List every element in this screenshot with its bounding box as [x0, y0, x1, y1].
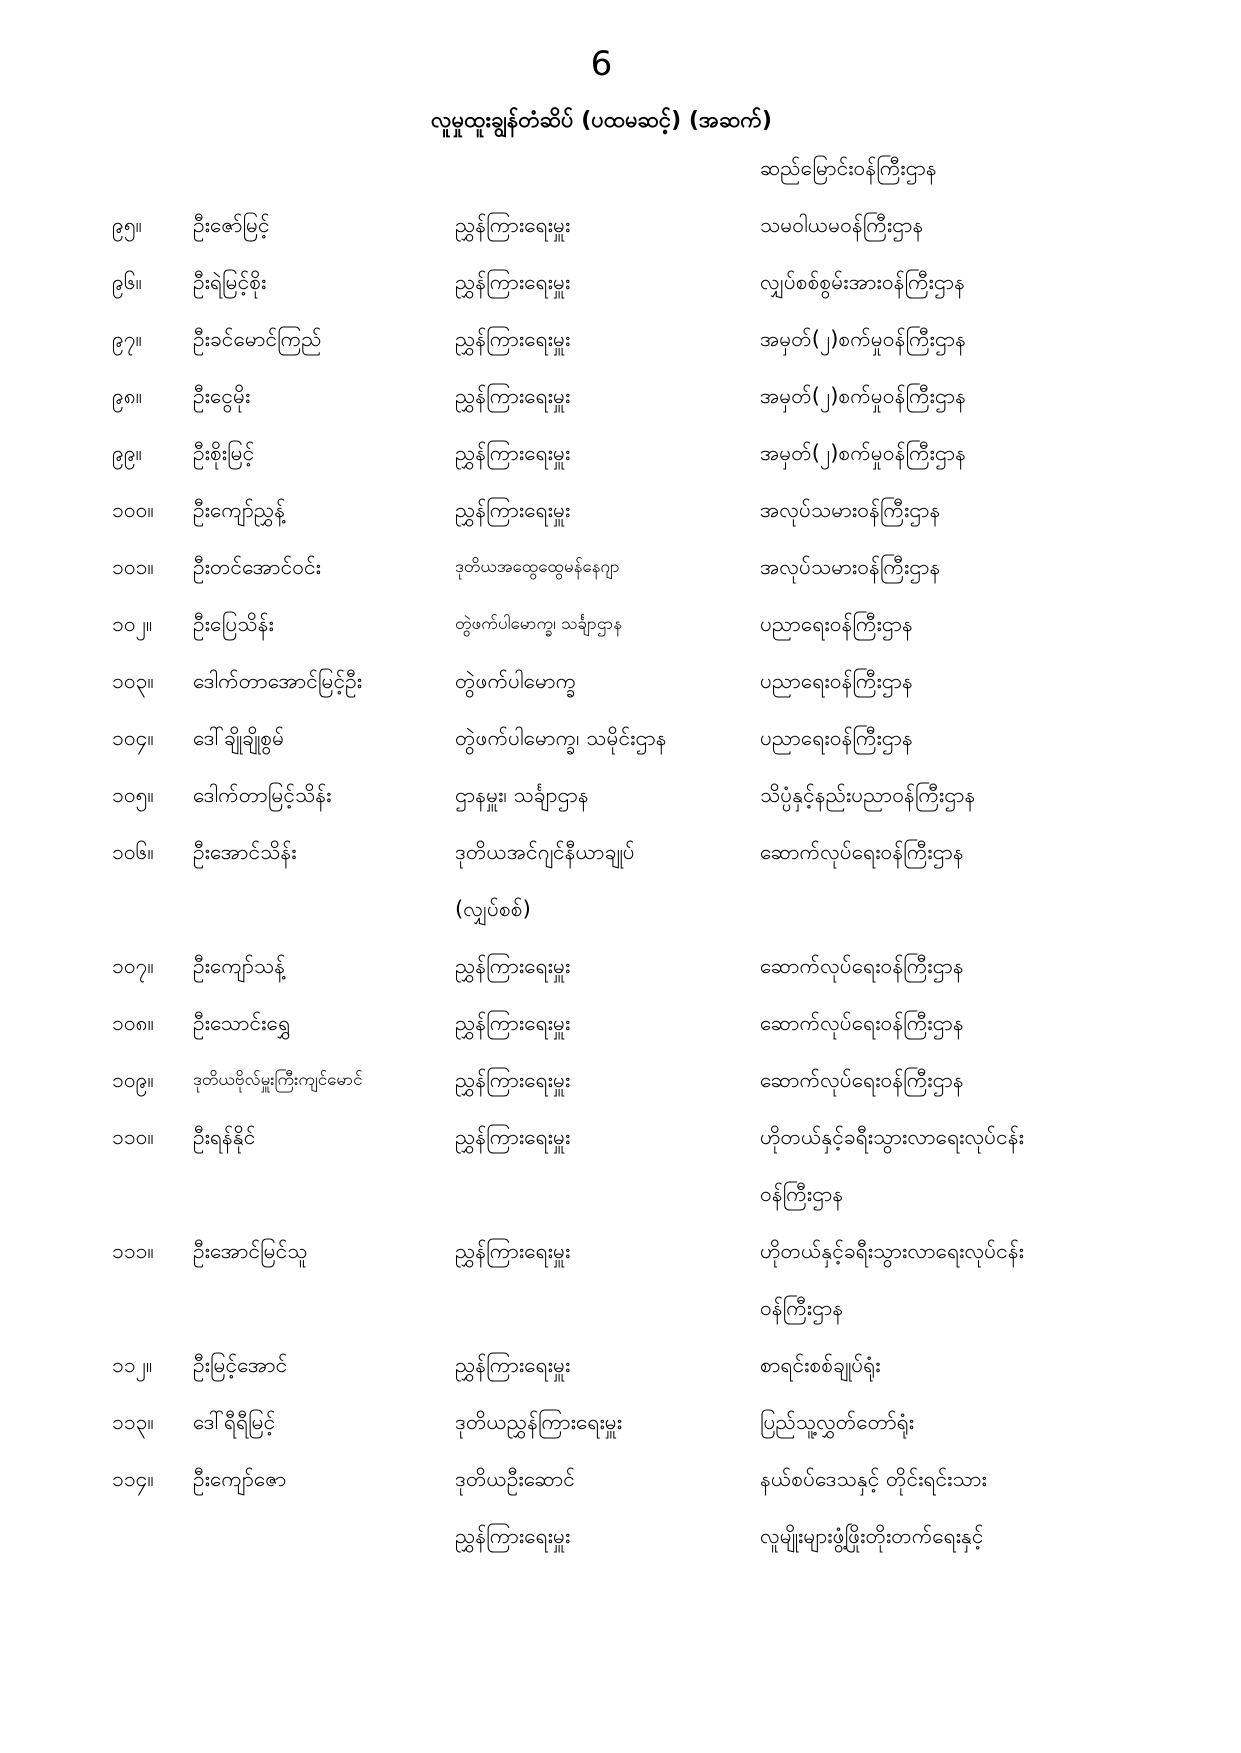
- row-department: အလုပ်သမားဝန်ကြီးဌာန: [760, 555, 941, 579]
- roster-row: [112, 767, 1091, 824]
- row-department: ဆောက်လုပ်ရေးဝန်ကြီးဌာန: [760, 954, 964, 978]
- row-name: ဦးကျော်ဇော: [193, 1467, 287, 1491]
- roster-row: [112, 1223, 1091, 1337]
- continuation-row: [112, 140, 1091, 197]
- row-name: ဦးစိုးမြင့်: [193, 441, 255, 465]
- row-position: ဒုတိယအထွေထွေမန်နေဂျာ: [455, 557, 620, 577]
- row-department: စာရင်းစစ်ချုပ်ရုံး: [760, 1353, 881, 1377]
- roster-row: [112, 425, 1091, 482]
- row-name: ဦးရဲမြင့်စိုး: [193, 270, 267, 294]
- row-position: ညွှန်ကြားရေးမှူး: [455, 498, 571, 522]
- row-position: ညွှန်ကြားရေးမှူး: [455, 1011, 571, 1035]
- row-position: ညွှန်ကြားရေးမှူး: [455, 327, 571, 351]
- row-department: အမှတ်(၂)စက်မှုဝန်ကြီးဌာန: [760, 441, 967, 465]
- row-name: ဦးဇော်မြင့်: [193, 213, 270, 237]
- row-number: ၁၀၁။: [112, 555, 154, 579]
- roster-row: [112, 368, 1091, 425]
- row-name: ဦးအောင်မြင်သူ: [193, 1239, 308, 1263]
- row-number: ၉၅။: [112, 213, 142, 237]
- row-number: ၉၆။: [112, 270, 142, 294]
- roster-row: [112, 1394, 1091, 1451]
- row-number: ၁၀၄။: [112, 726, 154, 750]
- row-number: ၁၀၅။: [112, 783, 154, 807]
- row-name: ဦးအောင်သိန်း: [193, 840, 297, 864]
- row-position: ဒုတိယဦးဆောင် ညွှန်ကြားရေးမှူး: [455, 1467, 575, 1548]
- row-name: ဦးပြေသိန်း: [193, 612, 274, 636]
- row-department: သမဝါယမဝန်ကြီးဌာန: [760, 213, 924, 237]
- row-position: ဒုတိယညွှန်ကြားရေးမှူး: [455, 1410, 623, 1434]
- roster-row: [112, 1109, 1091, 1223]
- row-name: ဦးကျော်ညွှန့်: [193, 498, 286, 522]
- roster-row: [112, 1052, 1091, 1109]
- row-number: ၁၀၃။: [112, 669, 154, 693]
- row-number: ၁၁၀။: [112, 1125, 154, 1149]
- row-department: နယ်စပ်ဒေသနှင့် တိုင်းရင်းသား လူမျိုးများဖွံ့ဖြိုးတိုးတက်ရေးနှင့်: [760, 1467, 987, 1548]
- row-position: တွဲဖက်ပါမောက္ခ၊ သင်္ချာဌာန: [455, 614, 623, 634]
- row-number: ၁၁၄။: [112, 1467, 154, 1491]
- row-name: ဒုတိယဗိုလ်မှူးကြီးကျင်မောင်: [193, 1070, 363, 1090]
- row-position: ဒုတိယအင်ဂျင်နီယာချုပ် (လျှပ်စစ်): [455, 840, 635, 921]
- row-name: ဒေါက်တာအောင်မြင့်ဦး: [193, 669, 363, 693]
- row-number: ၁၀၉။: [112, 1068, 154, 1092]
- row-name: ဦးခင်မောင်ကြည်: [193, 327, 322, 351]
- row-department: အမှတ်(၂)စက်မှုဝန်ကြီးဌာန: [760, 384, 967, 408]
- row-number: ၁၀၆။: [112, 840, 154, 864]
- row-position: ညွှန်ကြားရေးမှူး: [455, 954, 571, 978]
- row-position: ညွှန်ကြားရေးမှူး: [455, 1239, 571, 1263]
- row-number: ၁၁၃။: [112, 1410, 154, 1434]
- row-number: ၁၀၀။: [112, 498, 154, 522]
- row-number: ၉၉။: [112, 441, 142, 465]
- row-position: ညွှန်ကြားရေးမှူး: [455, 1068, 571, 1092]
- row-department: လျှပ်စစ်စွမ်းအားဝန်ကြီးဌာန: [760, 270, 966, 294]
- roster-row: [112, 482, 1091, 539]
- row-department: ပညာရေးဝန်ကြီးဌာန: [760, 726, 913, 750]
- row-position: ညွှန်ကြားရေးမှူး: [455, 213, 571, 237]
- row-name: ဦးတင်အောင်ဝင်း: [193, 555, 321, 579]
- row-number: ၁၁၂။: [112, 1353, 153, 1377]
- row-department: ဟိုတယ်နှင့်ခရီးသွားလာရေးလုပ်ငန်း ဝန်ကြီးဌာန: [760, 1125, 1024, 1206]
- row-department: အမှတ်(၂)စက်မှုဝန်ကြီးဌာန: [760, 327, 967, 351]
- row-name: ဦးကျော်သန့်: [193, 954, 286, 978]
- roster-row: [112, 539, 1091, 596]
- row-position: တွဲဖက်ပါမောက္ခ: [455, 669, 577, 693]
- row-department: အလုပ်သမားဝန်ကြီးဌာန: [760, 498, 941, 522]
- roster-row: [112, 824, 1091, 938]
- row-position: ညွှန်ကြားရေးမှူး: [455, 1125, 571, 1149]
- roster-row: [112, 596, 1091, 653]
- roster-row: [112, 197, 1091, 254]
- roster-row: [112, 254, 1091, 311]
- roster-row: [112, 311, 1091, 368]
- row-number: ၁၁၁။: [112, 1239, 154, 1263]
- row-department: ပြည်သူ့လွှတ်တော်ရုံး: [760, 1410, 915, 1434]
- roster-row: [112, 1337, 1091, 1394]
- roster-row: [112, 710, 1091, 767]
- roster-row: [112, 1451, 1091, 1565]
- roster-row: [112, 653, 1091, 710]
- roster-row: [112, 938, 1091, 995]
- page-number: 6: [590, 44, 613, 84]
- row-name: ဒေါ်ရီရီမြင့်: [193, 1410, 276, 1434]
- row-name: ဦးမြင့်အောင်: [193, 1353, 288, 1377]
- row-name: ဒေါက်တာမြင့်သိန်း: [193, 783, 332, 807]
- row-position: တွဲဖက်ပါမောက္ခ၊ သမိုင်းဌာန: [455, 726, 667, 750]
- row-department: ဆောက်လုပ်ရေးဝန်ကြီးဌာန: [760, 840, 964, 864]
- row-department: ဆောက်လုပ်ရေးဝန်ကြီးဌာန: [760, 1068, 964, 1092]
- row-number: ၁၀၈။: [112, 1011, 154, 1035]
- document-title: လူမှုထူးချွန်တံဆိပ် (ပထမဆင့်) (အဆက်): [431, 108, 772, 133]
- roster-list: [112, 197, 1091, 1565]
- row-position: ညွှန်ကြားရေးမှူး: [455, 270, 571, 294]
- row-number: ၉၈။: [112, 384, 143, 408]
- row-department: ဟိုတယ်နှင့်ခရီးသွားလာရေးလုပ်ငန်း ဝန်ကြီးဌာန: [760, 1239, 1024, 1320]
- row-number: ၁၀၇။: [112, 954, 154, 978]
- row-name: ဒေါ်ချိုချိုစွမ်: [193, 726, 285, 750]
- row-name: ဦးငွေမိုး: [193, 384, 251, 408]
- row-position: ဌာနမှူး၊ သင်္ချာဌာန: [455, 783, 589, 807]
- row-department: သိပ္ပံနှင့်နည်းပညာဝန်ကြီးဌာန: [760, 783, 976, 807]
- row-position: ညွှန်ကြားရေးမှူး: [455, 384, 571, 408]
- row-department: ပညာရေးဝန်ကြီးဌာန: [760, 612, 913, 636]
- row-name: ဦးရန်နိုင်: [193, 1125, 256, 1149]
- row-number: ၁၀၂။: [112, 612, 153, 636]
- row-department: ဆောက်လုပ်ရေးဝန်ကြီးဌာန: [760, 1011, 964, 1035]
- continuation-department: ဆည်မြောင်းဝန်ကြီးဌာန: [760, 156, 937, 180]
- row-number: ၉၇။: [112, 327, 142, 351]
- row-name: ဦးသောင်းရွှေ: [193, 1011, 291, 1035]
- row-position: ညွှန်ကြားရေးမှူး: [455, 441, 571, 465]
- row-position: ညွှန်ကြားရေးမှူး: [455, 1353, 571, 1377]
- row-department: ပညာရေးဝန်ကြီးဌာန: [760, 669, 913, 693]
- roster-row: [112, 995, 1091, 1052]
